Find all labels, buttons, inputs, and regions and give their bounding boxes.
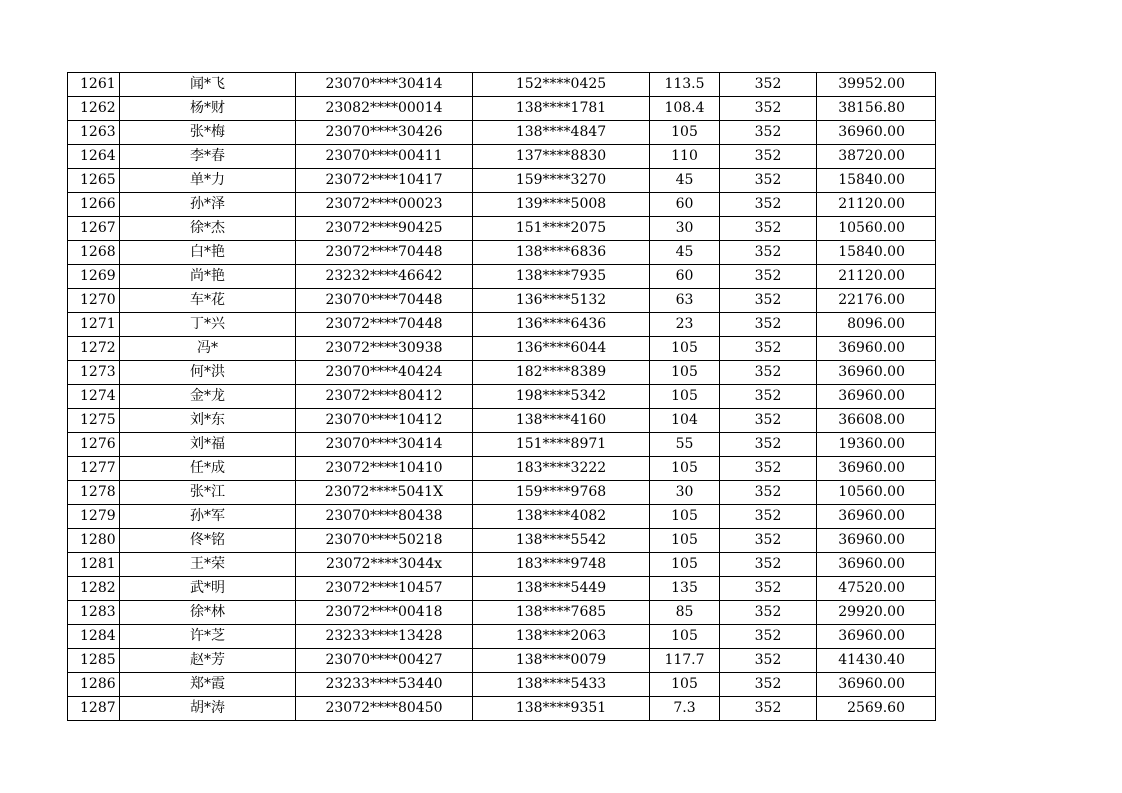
phone-number-cell: 138****0079: [473, 649, 650, 673]
table-row: [68, 505, 936, 529]
name-cell: 白*艳: [120, 241, 296, 265]
amount-cell: 10560.00: [817, 217, 936, 241]
serial-number-cell: 1286: [68, 673, 120, 697]
quantity-cell: 110: [650, 145, 720, 169]
phone-number-cell: 183****3222: [473, 457, 650, 481]
serial-number-cell: 1280: [68, 529, 120, 553]
id-number-cell: 23070****50218: [296, 529, 473, 553]
name-cell: 徐*林: [120, 601, 296, 625]
phone-number-cell: 138****2063: [473, 625, 650, 649]
table-row: [68, 553, 936, 577]
amount-cell: 36960.00: [817, 529, 936, 553]
unit-price-cell: 352: [720, 649, 817, 673]
unit-price-cell: 352: [720, 145, 817, 169]
name-cell: 徐*杰: [120, 217, 296, 241]
quantity-cell: 23: [650, 313, 720, 337]
id-number-cell: 23072****10410: [296, 457, 473, 481]
quantity-cell: 105: [650, 553, 720, 577]
id-number-cell: 23070****30426: [296, 121, 473, 145]
amount-cell: 2569.60: [817, 697, 936, 721]
serial-number-cell: 1285: [68, 649, 120, 673]
table-row: [68, 625, 936, 649]
serial-number-cell: 1282: [68, 577, 120, 601]
unit-price-cell: 352: [720, 217, 817, 241]
quantity-cell: 55: [650, 433, 720, 457]
name-cell: 李*春: [120, 145, 296, 169]
name-cell: 杨*财: [120, 97, 296, 121]
id-number-cell: 23072****5041X: [296, 481, 473, 505]
phone-number-cell: 138****9351: [473, 697, 650, 721]
serial-number-cell: 1266: [68, 193, 120, 217]
phone-number-cell: 183****9748: [473, 553, 650, 577]
name-cell: 车*花: [120, 289, 296, 313]
serial-number-cell: 1272: [68, 337, 120, 361]
quantity-cell: 104: [650, 409, 720, 433]
amount-cell: 36960.00: [817, 625, 936, 649]
id-number-cell: 23072****70448: [296, 313, 473, 337]
quantity-cell: 105: [650, 529, 720, 553]
serial-number-cell: 1269: [68, 265, 120, 289]
serial-number-cell: 1264: [68, 145, 120, 169]
id-number-cell: 23070****00427: [296, 649, 473, 673]
unit-price-cell: 352: [720, 313, 817, 337]
serial-number-cell: 1278: [68, 481, 120, 505]
phone-number-cell: 152****0425: [473, 73, 650, 97]
table-row: [68, 121, 936, 145]
name-cell: 冯*: [120, 337, 296, 361]
amount-cell: 21120.00: [817, 265, 936, 289]
quantity-cell: 7.3: [650, 697, 720, 721]
serial-number-cell: 1283: [68, 601, 120, 625]
serial-number-cell: 1277: [68, 457, 120, 481]
table-row: [68, 97, 936, 121]
amount-cell: 8096.00: [817, 313, 936, 337]
name-cell: 刘*福: [120, 433, 296, 457]
name-cell: 何*洪: [120, 361, 296, 385]
amount-cell: 10560.00: [817, 481, 936, 505]
phone-number-cell: 151****8971: [473, 433, 650, 457]
amount-cell: 15840.00: [817, 169, 936, 193]
id-number-cell: 23070****40424: [296, 361, 473, 385]
unit-price-cell: 352: [720, 457, 817, 481]
id-number-cell: 23232****46642: [296, 265, 473, 289]
amount-cell: 47520.00: [817, 577, 936, 601]
table-row: [68, 697, 936, 721]
name-cell: 任*成: [120, 457, 296, 481]
id-number-cell: 23070****30414: [296, 73, 473, 97]
id-number-cell: 23082****00014: [296, 97, 473, 121]
amount-cell: 36960.00: [817, 505, 936, 529]
phone-number-cell: 137****8830: [473, 145, 650, 169]
unit-price-cell: 352: [720, 337, 817, 361]
name-cell: 闻*飞: [120, 73, 296, 97]
table-row: [68, 73, 936, 97]
table-row: [68, 529, 936, 553]
name-cell: 郑*霞: [120, 673, 296, 697]
quantity-cell: 105: [650, 457, 720, 481]
unit-price-cell: 352: [720, 481, 817, 505]
unit-price-cell: 352: [720, 169, 817, 193]
table-row: [68, 649, 936, 673]
unit-price-cell: 352: [720, 505, 817, 529]
name-cell: 金*龙: [120, 385, 296, 409]
phone-number-cell: 136****5132: [473, 289, 650, 313]
phone-number-cell: 138****5449: [473, 577, 650, 601]
table-row: [68, 433, 936, 457]
quantity-cell: 45: [650, 241, 720, 265]
unit-price-cell: 352: [720, 625, 817, 649]
serial-number-cell: 1275: [68, 409, 120, 433]
serial-number-cell: 1263: [68, 121, 120, 145]
unit-price-cell: 352: [720, 697, 817, 721]
table-row: [68, 193, 936, 217]
name-cell: 单*力: [120, 169, 296, 193]
id-number-cell: 23070****70448: [296, 289, 473, 313]
id-number-cell: 23072****10457: [296, 577, 473, 601]
quantity-cell: 85: [650, 601, 720, 625]
table-row: [68, 169, 936, 193]
quantity-cell: 105: [650, 625, 720, 649]
table-row: [68, 337, 936, 361]
table-row: [68, 145, 936, 169]
phone-number-cell: 136****6436: [473, 313, 650, 337]
amount-cell: 39952.00: [817, 73, 936, 97]
id-number-cell: 23072****80412: [296, 385, 473, 409]
table-row: [68, 673, 936, 697]
serial-number-cell: 1267: [68, 217, 120, 241]
quantity-cell: 113.5: [650, 73, 720, 97]
serial-number-cell: 1270: [68, 289, 120, 313]
serial-number-cell: 1276: [68, 433, 120, 457]
unit-price-cell: 352: [720, 673, 817, 697]
unit-price-cell: 352: [720, 193, 817, 217]
amount-cell: 22176.00: [817, 289, 936, 313]
amount-cell: 21120.00: [817, 193, 936, 217]
quantity-cell: 30: [650, 217, 720, 241]
name-cell: 张*江: [120, 481, 296, 505]
table-row: [68, 601, 936, 625]
table-row: [68, 265, 936, 289]
amount-cell: 36960.00: [817, 337, 936, 361]
quantity-cell: 60: [650, 265, 720, 289]
name-cell: 王*荣: [120, 553, 296, 577]
table-row: [68, 241, 936, 265]
table-row: [68, 409, 936, 433]
name-cell: 佟*铭: [120, 529, 296, 553]
unit-price-cell: 352: [720, 265, 817, 289]
phone-number-cell: 138****1781: [473, 97, 650, 121]
name-cell: 孙*泽: [120, 193, 296, 217]
serial-number-cell: 1279: [68, 505, 120, 529]
quantity-cell: 105: [650, 385, 720, 409]
id-number-cell: 23070****10412: [296, 409, 473, 433]
table-row: [68, 577, 936, 601]
id-number-cell: 23072****30938: [296, 337, 473, 361]
table-row: [68, 289, 936, 313]
quantity-cell: 105: [650, 673, 720, 697]
amount-cell: 36960.00: [817, 553, 936, 577]
serial-number-cell: 1265: [68, 169, 120, 193]
data-table: [67, 72, 936, 721]
amount-cell: 36960.00: [817, 361, 936, 385]
phone-number-cell: 198****5342: [473, 385, 650, 409]
phone-number-cell: 139****5008: [473, 193, 650, 217]
phone-number-cell: 138****5433: [473, 673, 650, 697]
id-number-cell: 23233****53440: [296, 673, 473, 697]
amount-cell: 36960.00: [817, 673, 936, 697]
unit-price-cell: 352: [720, 97, 817, 121]
serial-number-cell: 1271: [68, 313, 120, 337]
amount-cell: 29920.00: [817, 601, 936, 625]
id-number-cell: 23072****00418: [296, 601, 473, 625]
name-cell: 孙*军: [120, 505, 296, 529]
name-cell: 许*芝: [120, 625, 296, 649]
serial-number-cell: 1281: [68, 553, 120, 577]
table-row: [68, 313, 936, 337]
phone-number-cell: 138****5542: [473, 529, 650, 553]
id-number-cell: 23070****00411: [296, 145, 473, 169]
name-cell: 武*明: [120, 577, 296, 601]
name-cell: 刘*东: [120, 409, 296, 433]
table-row: [68, 385, 936, 409]
unit-price-cell: 352: [720, 553, 817, 577]
amount-cell: 15840.00: [817, 241, 936, 265]
serial-number-cell: 1274: [68, 385, 120, 409]
unit-price-cell: 352: [720, 289, 817, 313]
amount-cell: 36960.00: [817, 457, 936, 481]
serial-number-cell: 1268: [68, 241, 120, 265]
unit-price-cell: 352: [720, 241, 817, 265]
id-number-cell: 23072****10417: [296, 169, 473, 193]
unit-price-cell: 352: [720, 433, 817, 457]
phone-number-cell: 159****9768: [473, 481, 650, 505]
phone-number-cell: 138****4847: [473, 121, 650, 145]
amount-cell: 36960.00: [817, 385, 936, 409]
quantity-cell: 135: [650, 577, 720, 601]
phone-number-cell: 138****6836: [473, 241, 650, 265]
quantity-cell: 105: [650, 361, 720, 385]
id-number-cell: 23233****13428: [296, 625, 473, 649]
name-cell: 丁*兴: [120, 313, 296, 337]
quantity-cell: 105: [650, 505, 720, 529]
phone-number-cell: 151****2075: [473, 217, 650, 241]
id-number-cell: 23072****90425: [296, 217, 473, 241]
unit-price-cell: 352: [720, 409, 817, 433]
id-number-cell: 23072****3044x: [296, 553, 473, 577]
unit-price-cell: 352: [720, 361, 817, 385]
amount-cell: 36608.00: [817, 409, 936, 433]
quantity-cell: 60: [650, 193, 720, 217]
quantity-cell: 30: [650, 481, 720, 505]
amount-cell: 19360.00: [817, 433, 936, 457]
table-row: [68, 217, 936, 241]
table-row: [68, 481, 936, 505]
amount-cell: 38720.00: [817, 145, 936, 169]
phone-number-cell: 138****7935: [473, 265, 650, 289]
unit-price-cell: 352: [720, 121, 817, 145]
name-cell: 胡*涛: [120, 697, 296, 721]
id-number-cell: 23070****30414: [296, 433, 473, 457]
quantity-cell: 63: [650, 289, 720, 313]
id-number-cell: 23072****80450: [296, 697, 473, 721]
table-row: [68, 361, 936, 385]
id-number-cell: 23072****70448: [296, 241, 473, 265]
table-row: [68, 457, 936, 481]
id-number-cell: 23072****00023: [296, 193, 473, 217]
unit-price-cell: 352: [720, 601, 817, 625]
serial-number-cell: 1261: [68, 73, 120, 97]
unit-price-cell: 352: [720, 577, 817, 601]
phone-number-cell: 138****4160: [473, 409, 650, 433]
quantity-cell: 45: [650, 169, 720, 193]
name-cell: 赵*芳: [120, 649, 296, 673]
name-cell: 张*梅: [120, 121, 296, 145]
amount-cell: 38156.80: [817, 97, 936, 121]
quantity-cell: 105: [650, 121, 720, 145]
serial-number-cell: 1287: [68, 697, 120, 721]
phone-number-cell: 138****7685: [473, 601, 650, 625]
name-cell: 尚*艳: [120, 265, 296, 289]
serial-number-cell: 1273: [68, 361, 120, 385]
quantity-cell: 105: [650, 337, 720, 361]
phone-number-cell: 138****4082: [473, 505, 650, 529]
amount-cell: 36960.00: [817, 121, 936, 145]
amount-cell: 41430.40: [817, 649, 936, 673]
unit-price-cell: 352: [720, 73, 817, 97]
table-body: [68, 73, 936, 721]
unit-price-cell: 352: [720, 529, 817, 553]
unit-price-cell: 352: [720, 385, 817, 409]
phone-number-cell: 182****8389: [473, 361, 650, 385]
quantity-cell: 117.7: [650, 649, 720, 673]
serial-number-cell: 1284: [68, 625, 120, 649]
serial-number-cell: 1262: [68, 97, 120, 121]
phone-number-cell: 136****6044: [473, 337, 650, 361]
quantity-cell: 108.4: [650, 97, 720, 121]
id-number-cell: 23070****80438: [296, 505, 473, 529]
phone-number-cell: 159****3270: [473, 169, 650, 193]
